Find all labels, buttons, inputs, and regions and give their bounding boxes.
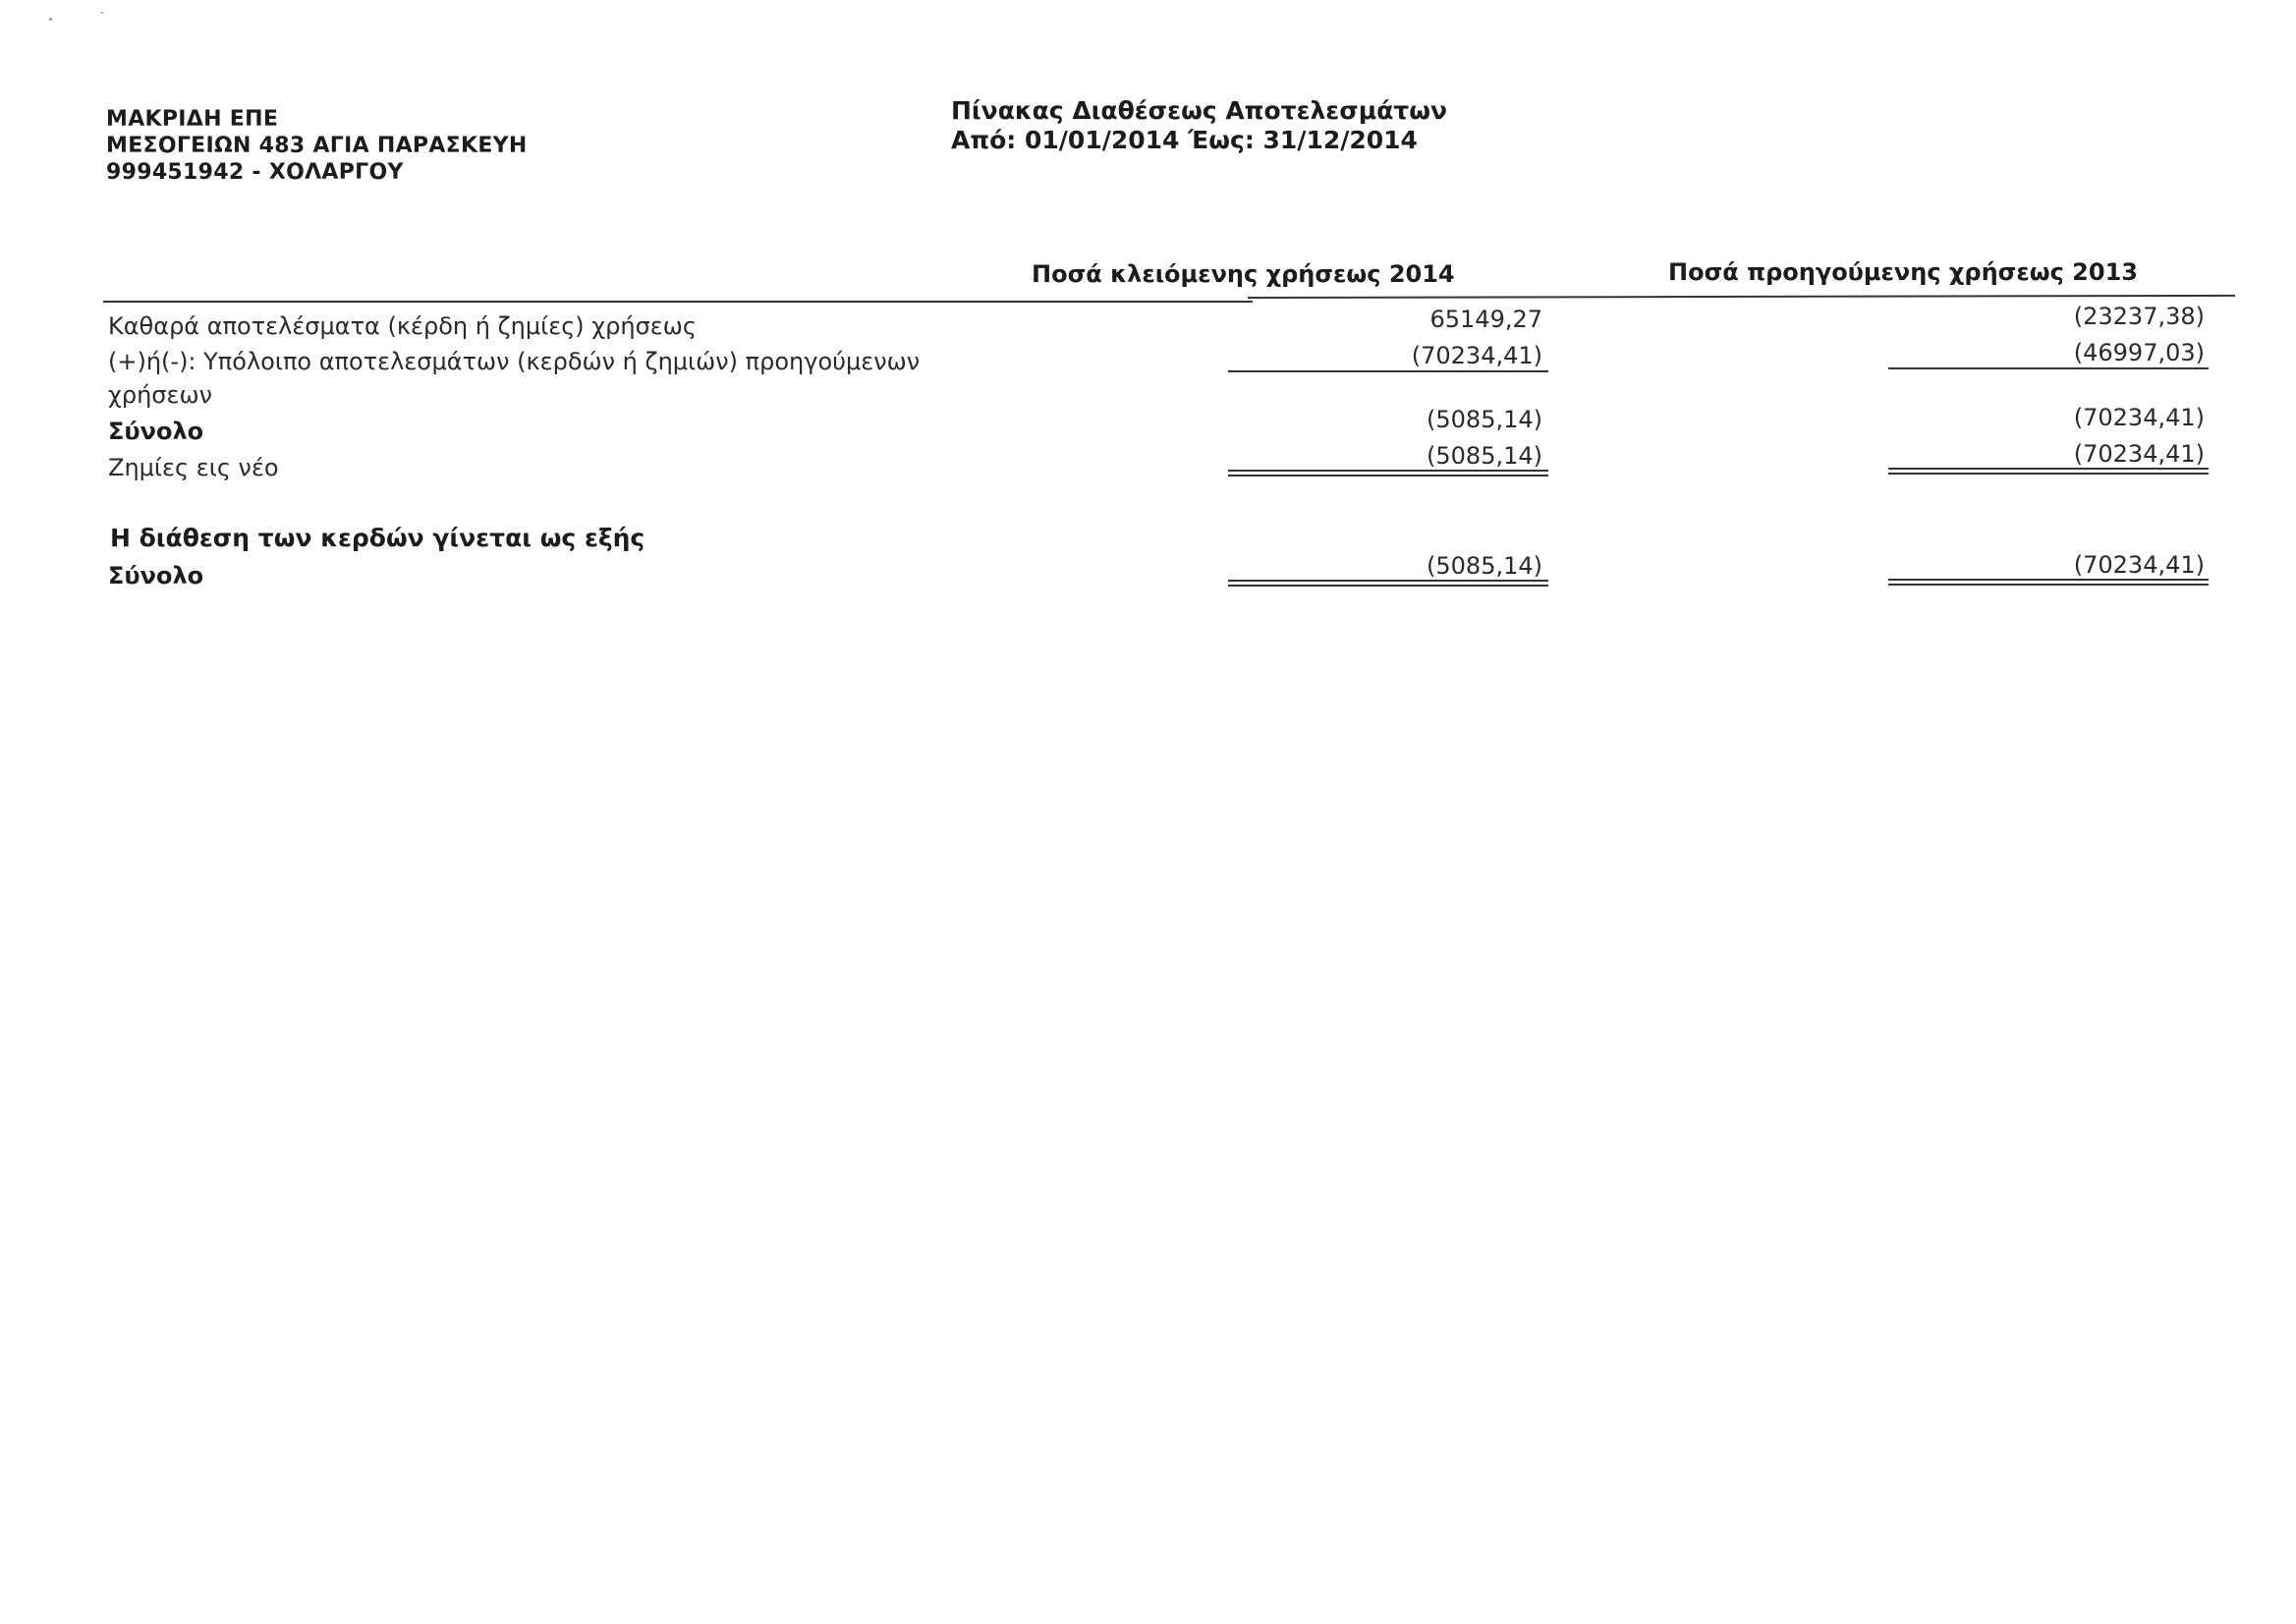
distribution-heading: Η διάθεση των κερδών γίνεται ως εξής [110,524,645,552]
row-label-prior-balance-cont: χρήσεων [108,381,212,409]
subtotal-line-current [1228,370,1548,372]
double-line-current [1228,470,1548,472]
company-name: ΜΑΚΡΙΔΗ ΕΠΕ [106,107,279,132]
distribution-total-label: Σύνολο [108,562,204,589]
scan-speck [49,18,52,21]
company-info [106,106,528,186]
company-tax-id: 999451942 - ΧΟΛΑΡΓΟΥ [106,160,404,185]
double-line-previous [1888,473,2209,475]
report-period: Από: 01/01/2014 Έως: 31/12/2014 [951,126,1418,154]
row-label-prior-balance: (+)ή(-): Υπόλοιπο αποτελεσμάτων (κερδών ή ζημιών) προηγούμενων [108,348,921,375]
row-current-losses-carried: (5085,14) [1427,442,1542,470]
row-current-prior-balance: (70234,41) [1411,342,1542,369]
company-address: ΜΕΣΟΓΕΙΩΝ 483 ΑΓΙΑ ΠΑΡΑΣΚΕΥΗ [106,134,528,158]
column-header-current: Ποσά κλειόμενης χρήσεως 2014 [1032,260,1455,288]
row-label-total: Σύνολο [108,418,204,445]
distribution-double-line-current [1228,585,1548,587]
row-previous-net-results: (23237,38) [2073,303,2205,330]
report-title: Πίνακας Διαθέσεως Αποτελεσμάτων [951,96,1447,125]
row-previous-prior-balance: (46997,03) [2073,339,2205,366]
row-label-net-results: Καθαρά αποτελέσματα (κέρδη ή ζημίες) χρήσεως [108,312,697,340]
distribution-previous: (70234,41) [2073,551,2205,579]
row-current-total: (5085,14) [1427,406,1542,433]
distribution-double-line-previous [1888,579,2209,581]
report-header [951,96,1447,155]
row-previous-total: (70234,41) [2073,404,2205,431]
subtotal-line-previous [1888,367,2209,369]
header-rule [103,301,1253,303]
scan-speck [101,12,103,14]
header-rule [1248,295,2235,299]
distribution-double-line-previous [1888,584,2209,586]
double-line-previous [1888,468,2209,470]
distribution-double-line-current [1228,580,1548,582]
distribution-current: (5085,14) [1427,552,1542,580]
row-label-losses-carried: Ζημίες εις νέο [108,454,279,481]
row-current-net-results: 65149,27 [1429,306,1542,333]
column-header-previous: Ποσά προηγούμενης χρήσεως 2013 [1668,258,2138,286]
row-previous-losses-carried: (70234,41) [2073,440,2205,468]
double-line-current [1228,475,1548,476]
